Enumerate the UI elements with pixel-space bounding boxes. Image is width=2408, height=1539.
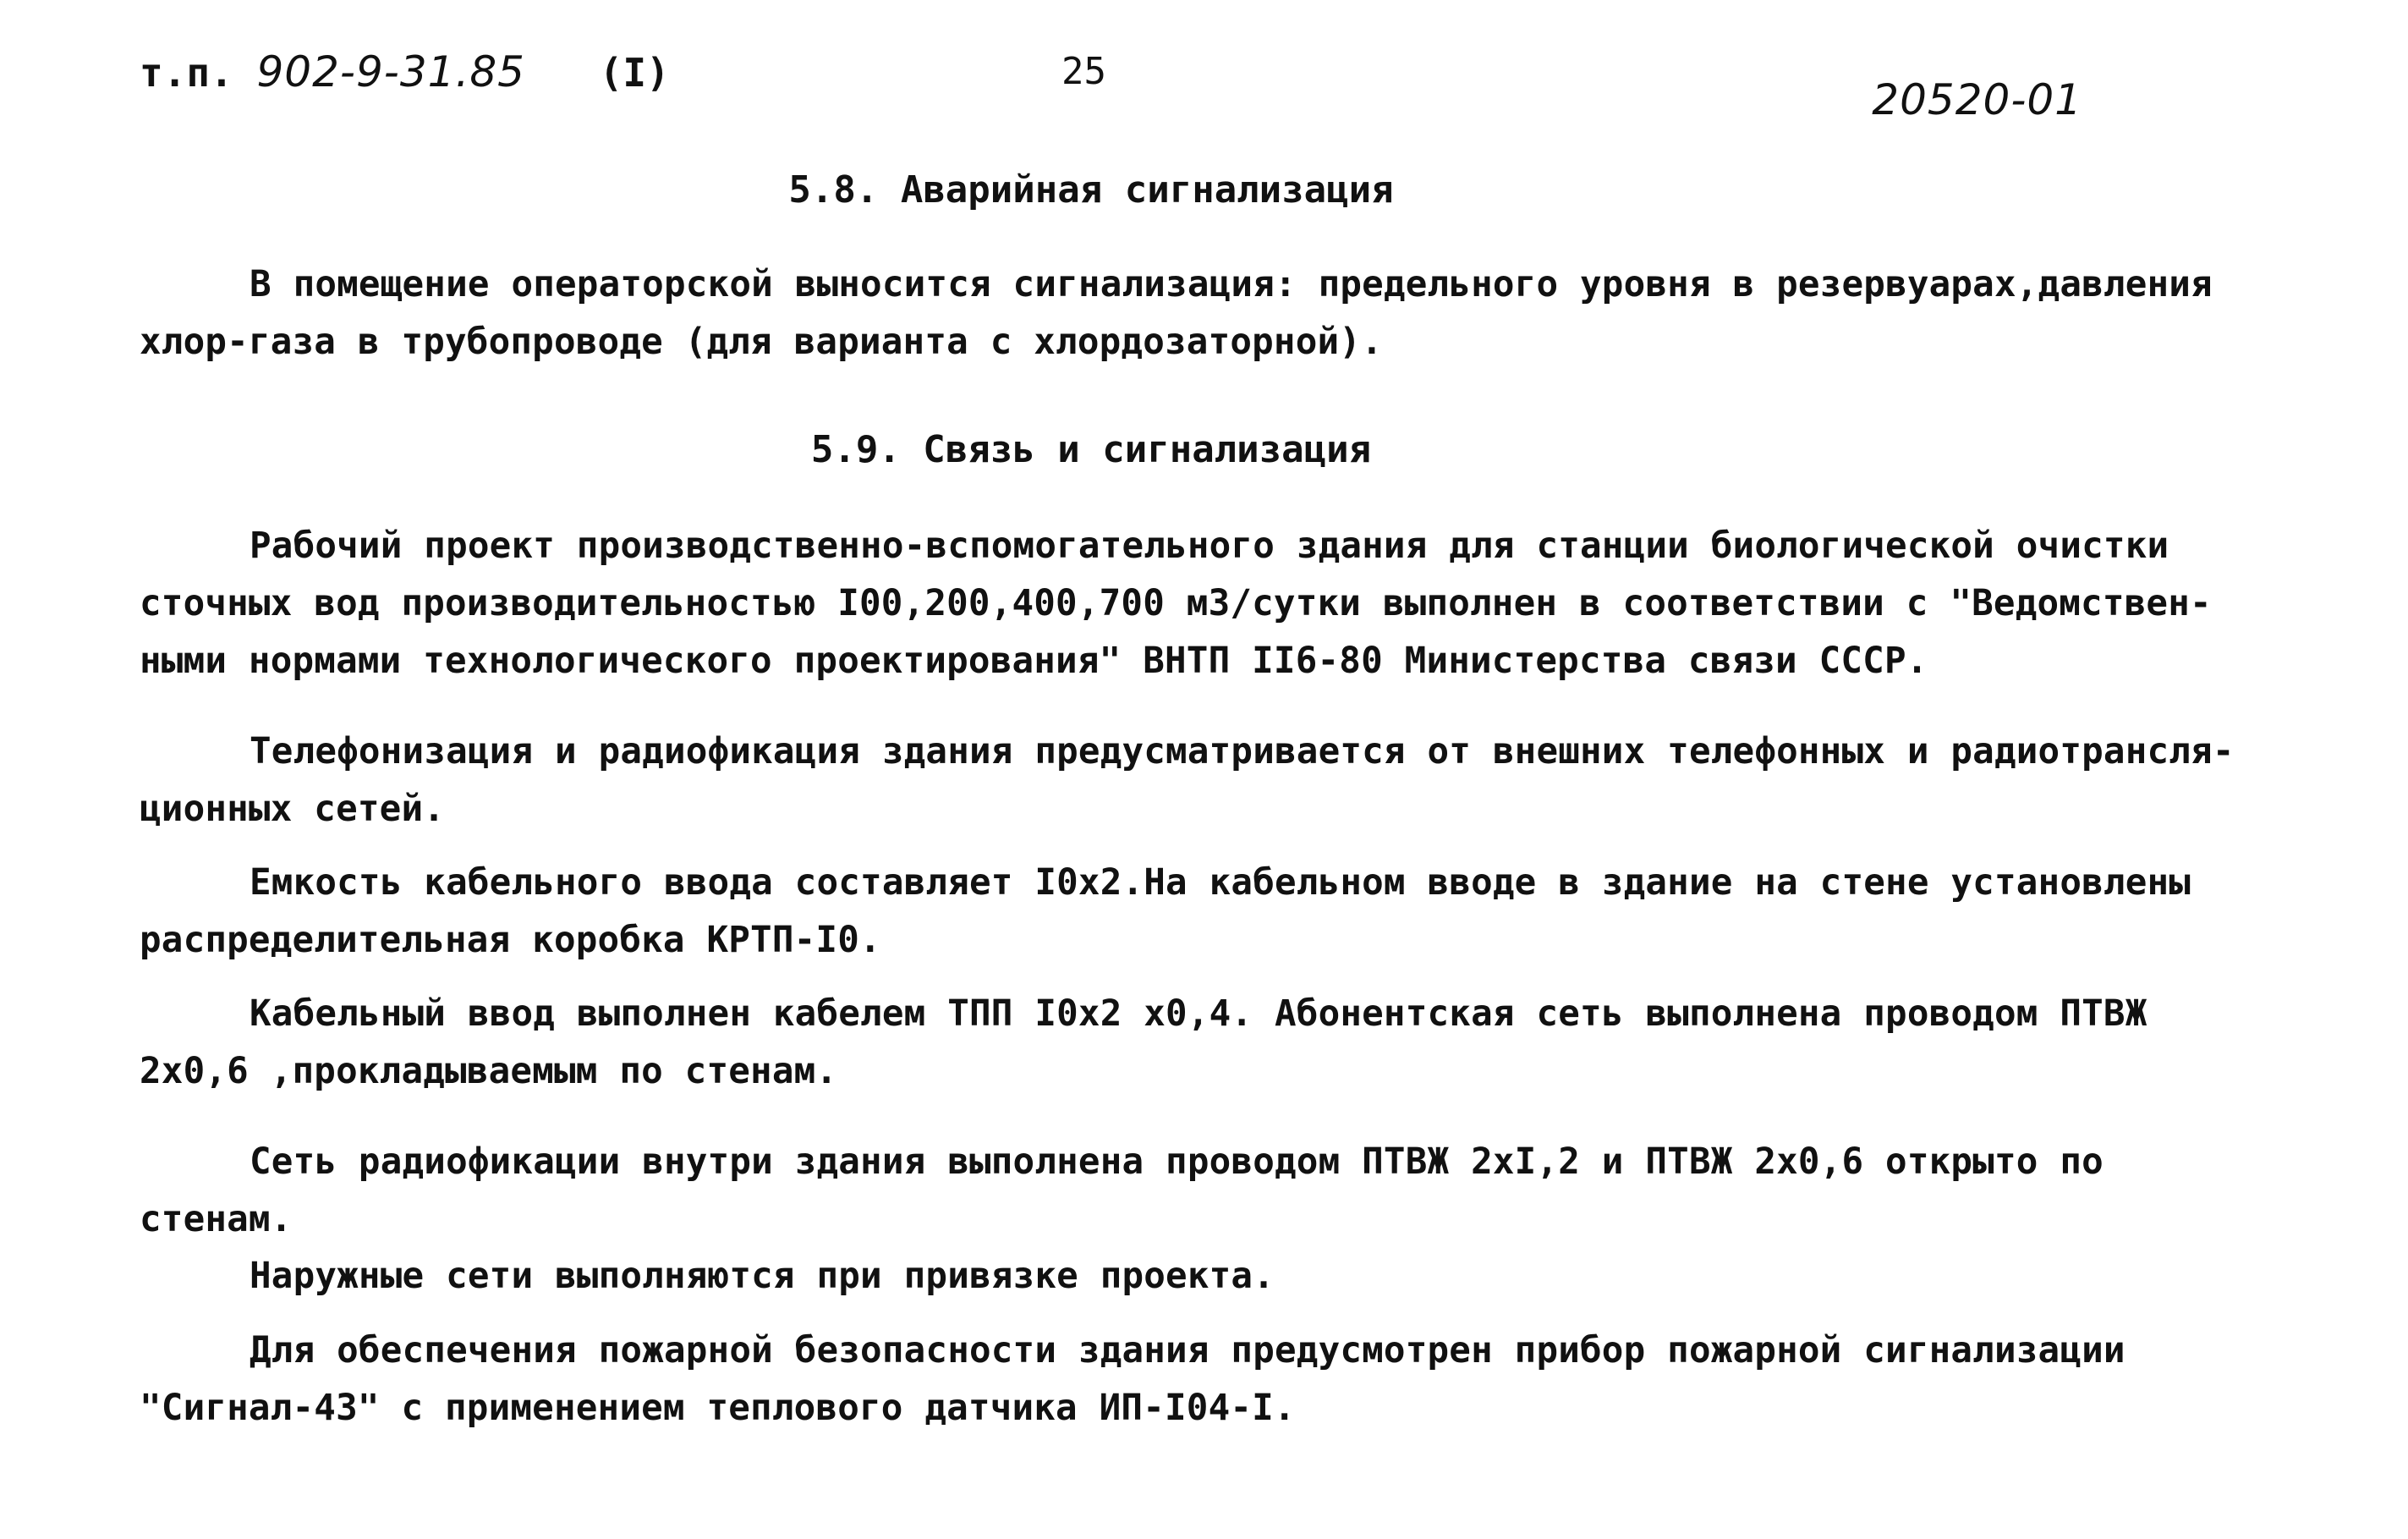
- header-part: (I): [599, 50, 670, 96]
- paragraph-fire-alarm: Для обеспечения пожарной безопасности здания предусмотрен прибор пожарной сигнализации "Сигнал-43" с применением теплового датчика ИП-I04-I.: [140, 1330, 2126, 1429]
- paragraph-cable-capacity: Емкость кабельного ввода составляет I0х2.На кабельном вводе в здание на стене установлены распределительная коробка КРТП-I0.: [140, 862, 2191, 961]
- header-doc-code: 20520-01: [1872, 75, 2082, 124]
- header-project-code: [140, 47, 670, 98]
- header-tp-prefix: т.п.: [140, 50, 233, 96]
- header-tp-number: 902-9-31.85: [256, 47, 525, 96]
- paragraph-telephony: Телефонизация и радиофикация здания предусматривается от внешних телефонных и радиотрансля- ционных сетей.: [140, 731, 2235, 830]
- section-title-5-8: 5.8. Аварийная сигнализация: [788, 168, 1394, 212]
- section-title-5-9: 5.9. Связь и сигнализация: [810, 428, 1372, 471]
- paragraph-alarm-signaling: В помещение операторской выносится сигнализация: предельного уровня в резервуарах,давления хлор-газа в трубопроводе (для варианта с хлордозаторной).: [140, 264, 2213, 363]
- paragraph-project-basis: Рабочий проект производственно-вспомогательного здания для станции биологической очистки сточных вод производительностью I00,200,400,700 м3/сутки выполнен в соответствии с "Ведомствен- ными нормами технологического проектирования" ВНТП II6-80 Министерства связи СССР.: [140, 525, 2212, 682]
- paragraph-external-networks: Наружные сети выполняются при привязке проекта.: [250, 1256, 1275, 1297]
- page-number: 25: [1061, 50, 1106, 93]
- paragraph-cable-entry: Кабельный ввод выполнен кабелем ТПП I0х2 х0,4. Абонентская сеть выполнена проводом ПТВЖ 2х0,6 ,прокладываемым по стенам.: [140, 993, 2147, 1092]
- paragraph-radio-network: Сеть радиофикации внутри здания выполнена проводом ПТВЖ 2хI,2 и ПТВЖ 2х0,6 открыто по стенам.: [140, 1141, 2104, 1240]
